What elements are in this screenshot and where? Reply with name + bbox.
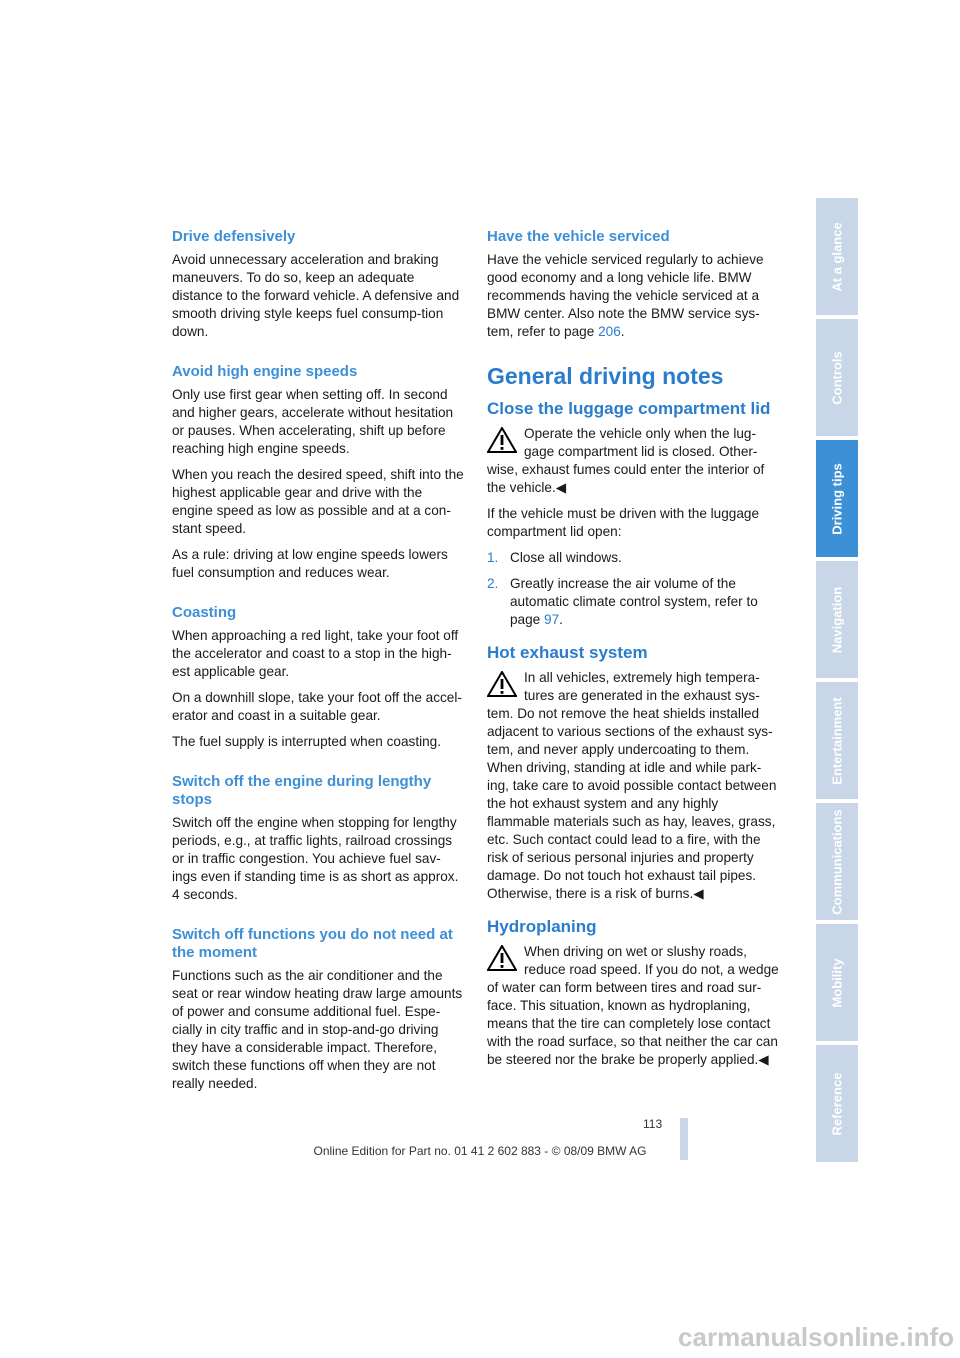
- tab-label: Controls: [829, 350, 845, 405]
- warning-note: [487, 425, 781, 497]
- paragraph: Avoid unnecessary acceleration and braking maneuvers. To do so, keep an adequate distance to the forward vehicle. A defensive and smooth driving style keeps fuel consump-tion down.: [172, 252, 460, 339]
- heading-close-luggage-lid: Close the luggage compartment lid: [487, 399, 771, 418]
- heading-drive-defensively: Drive defensively: [172, 228, 296, 245]
- list-text-end: .: [559, 612, 563, 627]
- tab-entertainment[interactable]: [816, 682, 858, 803]
- list-number: 1.: [487, 550, 499, 565]
- page-number: 113: [643, 1117, 663, 1131]
- warning-triangle-icon: [487, 427, 517, 453]
- heading-avoid-high-engine-speeds: Avoid high engine speeds: [172, 363, 358, 380]
- warning-text: In all vehicles, extremely high tempera-tures are generated in the exhaust sys-tem. Do not remove the heat shields installed adjacent to various sections of the exhaust sys-tem, and never apply undercoating to them. When driving, standing at idle and while park-ing, take care to avoid possible contact between the hot exhaust system and any highly flammable materials such as hay, leaves, grass, etc. Such contact could lead to a fire, with the risk of serious personal injuries and property damage. Do not touch hot exhaust tail pipes. Otherwise, there is a risk of burns.◀: [487, 670, 777, 901]
- list-item: [487, 549, 781, 567]
- footer-text: Online Edition for Part no. 01 41 2 602 883 - © 08/09 BMW AG: [313, 1144, 647, 1158]
- heading-hot-exhaust-system: Hot exhaust system: [487, 643, 648, 662]
- heading-switch-off-functions: Switch off functions you do not need at the moment: [172, 926, 453, 961]
- tab-label: Entertainment: [829, 696, 845, 785]
- paragraph: Switch off the engine when stopping for lengthy periods, e.g., at traffic lights, railroad crossings or in traffic congestion. You achieve fuel sav-ings even if standing time is as short as approx. 4 seconds.: [172, 815, 459, 902]
- page-link-97[interactable]: 97: [544, 612, 560, 627]
- section-title-general-driving-notes: General driving notes: [487, 363, 724, 389]
- paragraph: When approaching a red light, take your foot off the accelerator and coast to a stop in the high-est applicable gear.: [172, 628, 459, 679]
- warning-note: [487, 669, 781, 903]
- list-text-body: Greatly increase the air volume of the automatic climate control system, refer to page: [510, 576, 758, 627]
- tab-communications[interactable]: [816, 803, 858, 924]
- tab-controls[interactable]: [816, 319, 858, 440]
- right-column: [487, 228, 781, 1077]
- list-item: [487, 575, 781, 629]
- paragraph: As a rule: driving at low engine speeds lowers fuel consumption and reduces wear.: [172, 547, 448, 580]
- watermark: carmanualsonline.info: [678, 1322, 954, 1352]
- chapter-sidebar: [816, 198, 858, 1166]
- paragraph-end: .: [620, 324, 625, 339]
- paragraph: On a downhill slope, take your foot off the accel-erator and coast in a suitable gear.: [172, 690, 462, 723]
- tab-label: Reference: [829, 1072, 845, 1135]
- paragraph: [487, 251, 781, 341]
- warning-triangle-icon: [487, 671, 517, 697]
- tab-label: Driving tips: [829, 462, 845, 535]
- tab-driving-tips[interactable]: [816, 440, 858, 561]
- tab-label: Mobility: [829, 957, 845, 1008]
- tab-label: Navigation: [829, 586, 845, 653]
- heading-have-vehicle-serviced: Have the vehicle serviced: [487, 228, 670, 245]
- paragraph: When you reach the desired speed, shift into the highest applicable gear and drive with the engine speed as low as possible and at a con-stant speed.: [172, 467, 464, 536]
- warning-triangle-icon: [487, 945, 517, 971]
- paragraph: Only use first gear when setting off. In second and higher gears, accelerate without hesitation or pauses. When accelerating, shift up before reaching high engine speeds.: [172, 387, 454, 456]
- paragraph-text: Have the vehicle serviced regularly to achieve good economy and a long vehicle life. BMW recommends having the vehicle serviced at a BMW center. Also note the BMW service sys-tem, refer to page: [487, 252, 764, 339]
- tab-at-a-glance[interactable]: [816, 198, 858, 319]
- tab-label: Communications: [829, 808, 845, 915]
- paragraph: If the vehicle must be driven with the luggage compartment lid open:: [487, 506, 760, 539]
- warning-note: [487, 943, 781, 1069]
- page-link-206[interactable]: 206: [598, 324, 621, 339]
- heading-switch-off-engine: Switch off the engine during lengthy stops: [172, 773, 432, 808]
- list-number: 2.: [487, 576, 499, 591]
- tab-mobility[interactable]: [816, 924, 858, 1045]
- paragraph: Functions such as the air conditioner and the seat or rear window heating draw large amounts of power and consume additional fuel. Espe-cially in city traffic and in stop-and-go driving they have a considerable impact. Therefore, switch these functions off when they are not really needed.: [172, 968, 463, 1091]
- left-column: [172, 228, 464, 1101]
- list-text: [510, 575, 781, 629]
- warning-text: When driving on wet or slushy roads, reduce road speed. If you do not, a wedge of water can form between tires and road sur-face. This situation, known as hydroplaning, means that the tire can completely lose contact with the road surface, so that neither the car can be steered nor the brake be properly applied.◀: [487, 944, 779, 1067]
- paragraph: The fuel supply is interrupted when coasting.: [172, 734, 442, 749]
- heading-hydroplaning: Hydroplaning: [487, 917, 597, 936]
- list-text: Close all windows.: [510, 550, 622, 565]
- tab-label: At a glance: [829, 221, 845, 292]
- warning-text: Operate the vehicle only when the lug-gage compartment lid is closed. Other-wise, exhaust fumes could enter the interior of the vehicle.◀: [487, 426, 765, 495]
- heading-coasting: Coasting: [172, 604, 237, 621]
- tab-navigation[interactable]: [816, 561, 858, 682]
